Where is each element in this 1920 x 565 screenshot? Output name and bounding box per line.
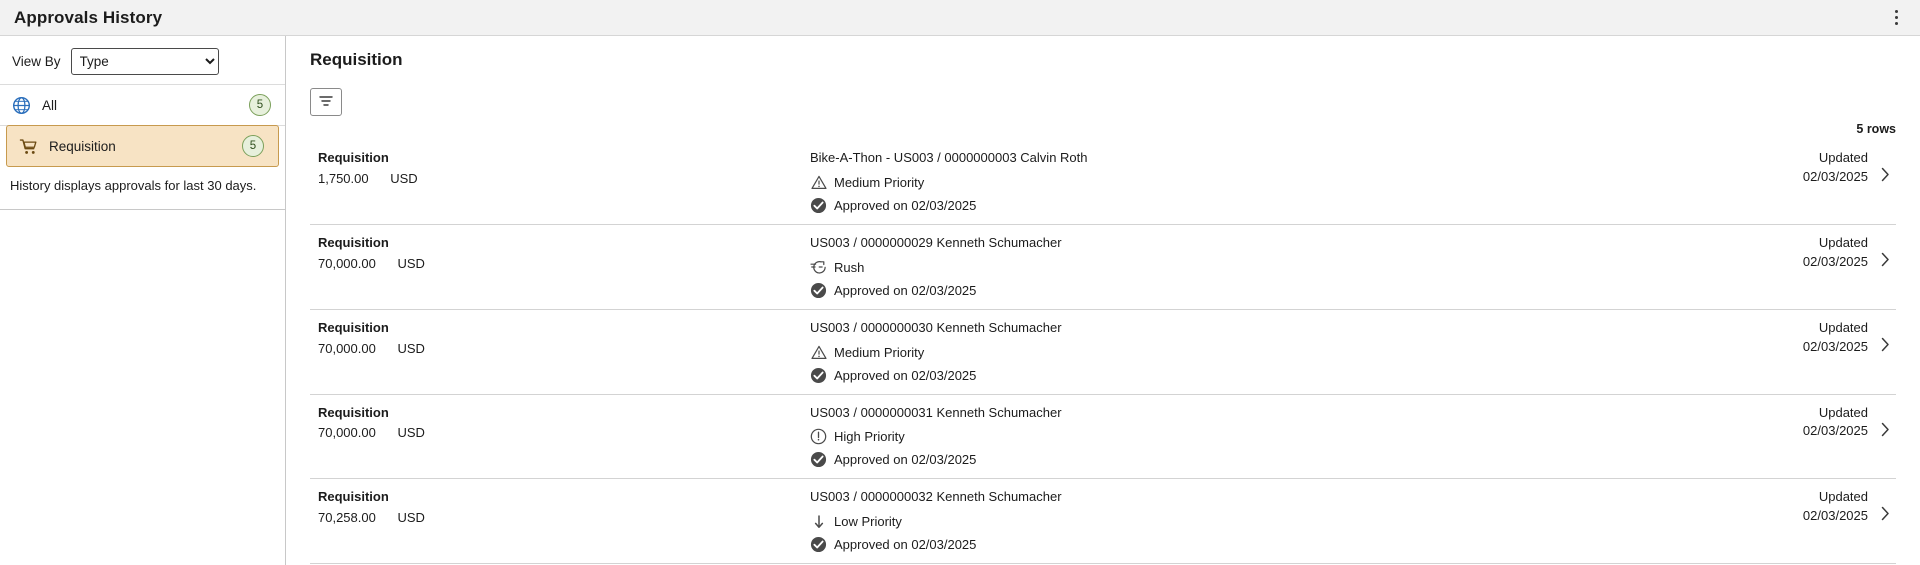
rows-count: 5 rows xyxy=(1856,122,1896,136)
row-description: Bike-A-Thon - US003 / 0000000003 Calvin Roth xyxy=(810,150,1088,165)
chevron-right-icon[interactable] xyxy=(1874,149,1896,182)
row-updated-label: Updated xyxy=(1818,404,1868,420)
row-updated-label: Updated xyxy=(1818,489,1868,505)
row-updated-label: Updated xyxy=(1818,234,1868,250)
row-status-line xyxy=(810,367,1754,384)
row-left-column xyxy=(310,234,810,274)
row-priority-line xyxy=(810,344,1754,361)
globe-icon xyxy=(10,94,32,116)
row-priority: Medium Priority xyxy=(834,344,925,360)
main-panel xyxy=(286,36,1920,565)
sidebar-item-all[interactable] xyxy=(0,84,285,126)
app-header xyxy=(0,0,1920,36)
approvals-list xyxy=(286,140,1920,564)
row-amount-line xyxy=(318,255,810,274)
row-currency: USD xyxy=(397,425,425,441)
row-status: Approved on 02/03/2025 xyxy=(834,282,977,298)
row-status-line xyxy=(810,282,1754,299)
row-amount: 70,000.00 xyxy=(318,425,376,441)
row-description: US003 / 0000000029 Kenneth Schumacher xyxy=(810,234,1062,250)
check-circle-icon xyxy=(810,536,827,553)
row-left-column xyxy=(310,319,810,359)
row-amount-line xyxy=(318,424,810,443)
exclamation-circle-icon xyxy=(810,428,827,445)
main-title: Requisition xyxy=(310,50,403,69)
row-status-line xyxy=(810,451,1754,468)
row-updated-label: Updated xyxy=(1818,150,1868,165)
sidebar-item-count: 5 xyxy=(242,135,264,157)
row-status-line xyxy=(810,197,1754,214)
row-currency: USD xyxy=(397,255,425,271)
table-row[interactable] xyxy=(310,225,1896,310)
row-status: Approved on 02/03/2025 xyxy=(834,452,977,468)
row-type: Requisition xyxy=(318,489,389,505)
row-status: Approved on 02/03/2025 xyxy=(834,367,977,383)
row-description: US003 / 0000000031 Kenneth Schumacher xyxy=(810,404,1062,420)
row-right-column xyxy=(1754,234,1874,272)
rush-icon xyxy=(810,259,827,276)
sidebar xyxy=(0,36,286,565)
body-wrapper xyxy=(0,36,1920,565)
row-middle-column xyxy=(810,234,1754,299)
row-type: Requisition xyxy=(318,234,389,250)
view-by-select[interactable] xyxy=(71,48,219,75)
row-priority-line xyxy=(810,428,1754,445)
sidebar-filler xyxy=(0,210,285,565)
row-updated-label: Updated xyxy=(1818,319,1868,335)
table-row[interactable] xyxy=(310,140,1896,225)
row-currency: USD xyxy=(397,510,425,526)
sidebar-item-count: 5 xyxy=(249,94,271,116)
table-row[interactable] xyxy=(310,479,1896,564)
filter-icon xyxy=(318,94,334,111)
row-description: US003 / 0000000030 Kenneth Schumacher xyxy=(810,319,1062,335)
row-type: Requisition xyxy=(318,319,389,335)
row-right-column xyxy=(1754,319,1874,357)
row-amount: 1,750.00 xyxy=(318,170,369,186)
row-priority: Medium Priority xyxy=(834,174,925,190)
check-circle-icon xyxy=(810,451,827,468)
chevron-right-icon[interactable] xyxy=(1874,319,1896,352)
check-circle-icon xyxy=(810,367,827,384)
sidebar-item-label: Requisition xyxy=(49,138,116,154)
row-priority-line xyxy=(810,259,1754,276)
view-by-label: View By xyxy=(12,54,61,69)
row-type: Requisition xyxy=(318,404,389,420)
check-circle-icon xyxy=(810,282,827,299)
row-currency: USD xyxy=(390,170,418,186)
row-updated-date: 02/03/2025 xyxy=(1802,338,1868,354)
row-amount: 70,000.00 xyxy=(318,255,376,271)
chevron-right-icon[interactable] xyxy=(1874,234,1896,267)
row-priority: Rush xyxy=(834,259,865,275)
chevron-right-icon[interactable] xyxy=(1874,488,1896,521)
row-status: Approved on 02/03/2025 xyxy=(834,197,977,213)
view-by-row xyxy=(0,36,285,85)
row-left-column xyxy=(310,404,810,444)
warning-triangle-icon xyxy=(810,174,827,191)
sidebar-item-requisition[interactable] xyxy=(6,125,279,167)
row-amount-line xyxy=(318,170,810,189)
row-status: Approved on 02/03/2025 xyxy=(834,537,977,553)
row-amount: 70,000.00 xyxy=(318,340,376,356)
filter-row xyxy=(286,70,1920,116)
row-status-line xyxy=(810,536,1754,553)
row-priority-line xyxy=(810,513,1754,530)
row-updated-date: 02/03/2025 xyxy=(1802,423,1868,439)
row-middle-column xyxy=(810,488,1754,553)
row-middle-column xyxy=(810,149,1754,214)
row-amount: 70,258.00 xyxy=(318,510,376,526)
row-right-column xyxy=(1754,488,1874,526)
row-currency: USD xyxy=(397,340,425,356)
cart-icon xyxy=(17,135,39,157)
row-updated-date: 02/03/2025 xyxy=(1802,253,1868,269)
table-row[interactable] xyxy=(310,395,1896,480)
sidebar-item-label: All xyxy=(42,97,58,113)
row-left-column xyxy=(310,488,810,528)
chevron-right-icon[interactable] xyxy=(1874,404,1896,437)
row-amount-line xyxy=(318,509,810,528)
row-right-column xyxy=(1754,404,1874,442)
check-circle-icon xyxy=(810,197,827,214)
down-arrow-icon xyxy=(810,513,827,530)
row-type: Requisition xyxy=(318,150,389,165)
row-priority: High Priority xyxy=(834,429,905,445)
kebab-menu-icon[interactable] xyxy=(1886,8,1906,28)
filter-button[interactable] xyxy=(310,88,342,116)
row-middle-column xyxy=(810,404,1754,469)
row-priority: Low Priority xyxy=(834,514,902,530)
row-amount-line xyxy=(318,340,810,359)
sidebar-note: History displays approvals for last 30 days. xyxy=(0,167,285,210)
row-updated-date: 02/03/2025 xyxy=(1802,168,1868,184)
row-updated-date: 02/03/2025 xyxy=(1802,508,1868,524)
page-title: Approvals History xyxy=(14,7,163,27)
table-row[interactable] xyxy=(310,310,1896,395)
warning-triangle-icon xyxy=(810,344,827,361)
row-middle-column xyxy=(810,319,1754,384)
row-priority-line xyxy=(810,174,1754,191)
row-right-column xyxy=(1754,149,1874,187)
row-description: US003 / 0000000032 Kenneth Schumacher xyxy=(810,489,1062,505)
row-left-column xyxy=(310,149,810,189)
